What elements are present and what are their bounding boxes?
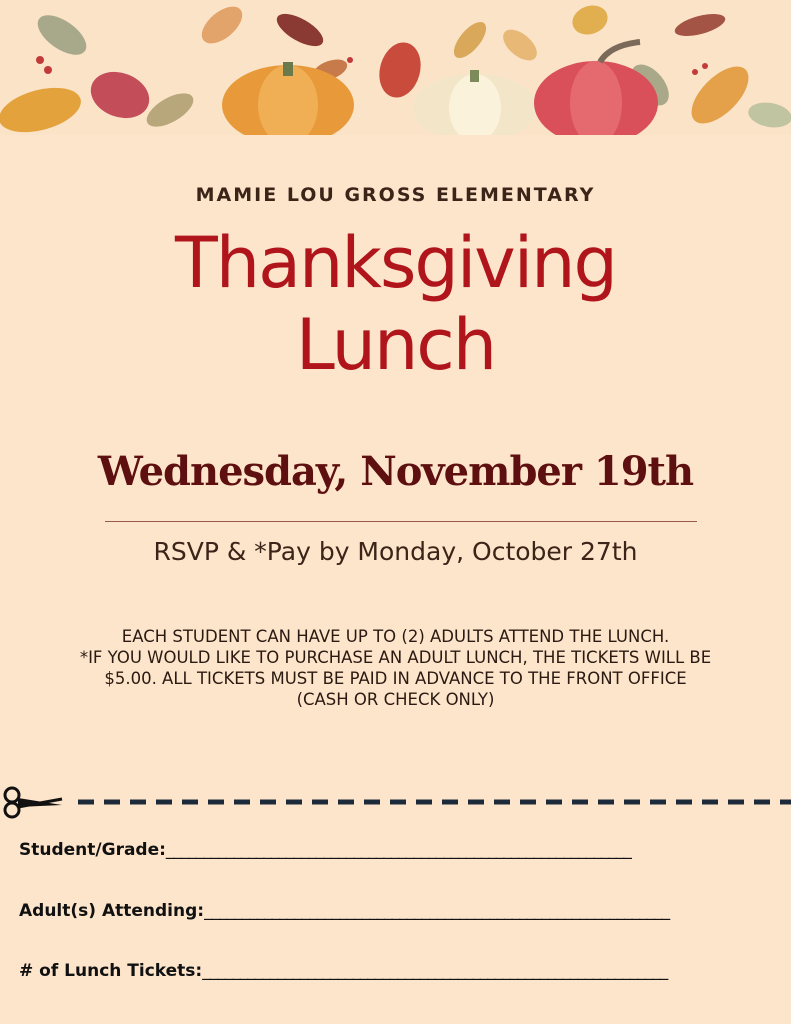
details-line: EACH STUDENT CAN HAVE UP TO (2) ADULTS ATTEND THE LUNCH.	[121, 627, 670, 646]
adults-attending-label: Adult(s) Attending:	[19, 901, 205, 921]
details-text	[0, 626, 791, 710]
lunch-tickets-blank[interactable]: ______________________________________________________________	[202, 961, 668, 981]
lunch-tickets-field[interactable]	[19, 961, 779, 981]
rsvp-deadline: RSVP & *Pay by Monday, October 27th	[153, 537, 638, 566]
student-grade-blank[interactable]: ______________________________________________________________	[165, 840, 631, 860]
adults-attending-field[interactable]	[19, 901, 779, 921]
student-grade-field[interactable]	[19, 840, 779, 860]
page-title	[0, 222, 791, 386]
scissors-icon	[5, 788, 62, 817]
student-grade-label: Student/Grade:	[19, 840, 166, 860]
adults-attending-blank[interactable]: ______________________________________________________________	[204, 901, 670, 921]
event-date: Wednesday, November 19th	[97, 448, 694, 495]
school-name: MAMIE LOU GROSS ELEMENTARY	[195, 184, 596, 206]
details-line: *IF YOU WOULD LIKE TO PURCHASE AN ADULT LUNCH, THE TICKETS WILL BE	[79, 648, 712, 667]
details-line: (CASH OR CHECK ONLY)	[296, 690, 495, 709]
cut-line	[0, 785, 791, 819]
lunch-tickets-label: # of Lunch Tickets:	[19, 961, 203, 981]
title-line-1: Thanksgiving	[175, 222, 616, 304]
divider	[105, 521, 697, 522]
autumn-leaves-banner	[0, 0, 791, 135]
details-line: $5.00. ALL TICKETS MUST BE PAID IN ADVANCE TO THE FRONT OFFICE	[104, 669, 687, 688]
title-line-2: Lunch	[295, 304, 496, 386]
